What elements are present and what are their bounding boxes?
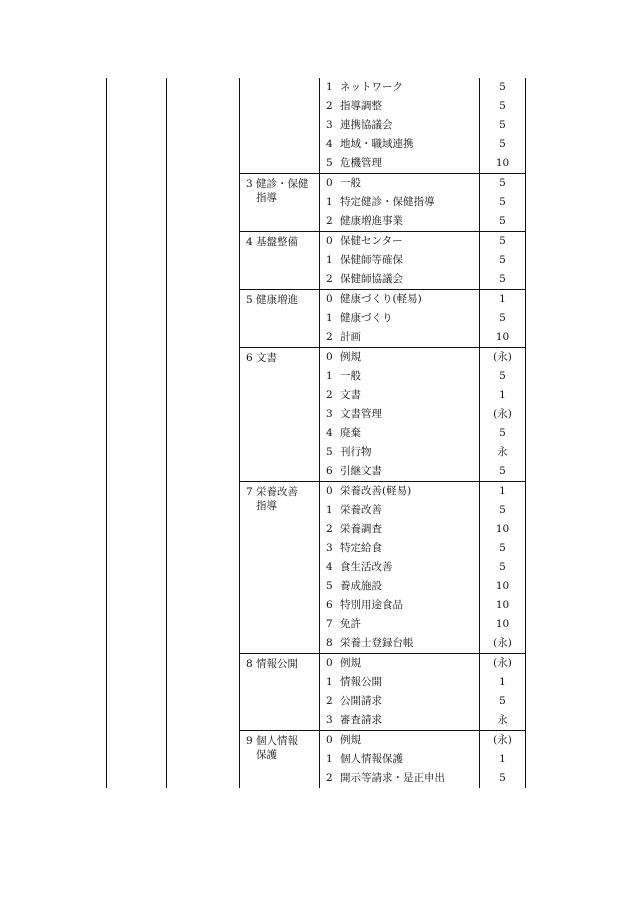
- category-cell: [240, 174, 320, 232]
- item-name: 文書: [340, 389, 361, 401]
- item-code: 6: [326, 465, 333, 477]
- retention-term: 10: [480, 577, 526, 596]
- retention-term: 1: [480, 386, 526, 405]
- item-name: 栄養調査: [340, 523, 382, 535]
- item-cell: [320, 769, 480, 788]
- item-cell: [320, 212, 480, 232]
- item-name: ネットワーク: [340, 81, 403, 93]
- item-cell: [320, 367, 480, 386]
- item-cell: [320, 711, 480, 731]
- item-cell: [320, 290, 480, 310]
- retention-term: 5: [480, 251, 526, 270]
- item-name: 公開請求: [340, 695, 382, 707]
- category-name: 栄養改善: [256, 486, 299, 498]
- item-cell: [320, 78, 480, 97]
- retention-term: 5: [480, 78, 526, 97]
- item-cell: [320, 424, 480, 443]
- category-label: [246, 654, 319, 671]
- retention-term: 5: [480, 232, 526, 252]
- retention-schedule-table: [106, 78, 526, 788]
- item-name: 開示等請求・是正申出: [340, 772, 445, 784]
- item-name: 審査請求: [340, 714, 382, 726]
- category-number: 9: [246, 735, 253, 747]
- item-cell: [320, 692, 480, 711]
- item-name: 例規: [340, 734, 361, 746]
- retention-term: (永): [480, 634, 526, 654]
- retention-term: (永): [480, 654, 526, 674]
- item-cell: [320, 443, 480, 462]
- item-name: 計画: [340, 331, 361, 343]
- item-code: 1: [326, 81, 333, 93]
- retention-term: 5: [480, 135, 526, 154]
- item-name: 養成施設: [340, 580, 382, 592]
- category-number: 6: [246, 352, 253, 364]
- category-cell-continued: [240, 78, 320, 174]
- item-name: 情報公開: [340, 676, 382, 688]
- item-cell: [320, 97, 480, 116]
- item-name: 保健師協議会: [340, 273, 403, 285]
- category-label: [246, 348, 319, 365]
- item-name: 健康づくり(軽易): [340, 293, 422, 305]
- item-code: 1: [326, 254, 333, 266]
- item-cell: [320, 482, 480, 502]
- retention-term: 5: [480, 424, 526, 443]
- item-code: 5: [326, 446, 333, 458]
- table-row: [107, 78, 526, 97]
- item-code: 2: [326, 695, 333, 707]
- item-cell: [320, 577, 480, 596]
- item-code: 4: [326, 427, 333, 439]
- blank-column: [107, 78, 167, 788]
- retention-term: 10: [480, 615, 526, 634]
- retention-term: 5: [480, 97, 526, 116]
- retention-term: (永): [480, 731, 526, 751]
- item-cell: [320, 270, 480, 290]
- item-cell: [320, 309, 480, 328]
- item-name: 指導調整: [340, 100, 382, 112]
- retention-term: 永: [480, 443, 526, 462]
- item-name: 食生活改善: [340, 561, 393, 573]
- item-cell: [320, 154, 480, 174]
- item-code: 0: [326, 177, 333, 189]
- category-label: [246, 482, 319, 499]
- item-name: 栄養改善(軽易): [340, 485, 412, 497]
- item-cell: [320, 348, 480, 368]
- item-cell: [320, 654, 480, 674]
- item-name: 連携協議会: [340, 119, 393, 131]
- item-code: 8: [326, 637, 333, 649]
- category-name: 基盤整備: [256, 236, 299, 248]
- item-name: 地域・職域連携: [340, 138, 414, 150]
- category-label: [246, 290, 319, 307]
- category-name: 個人情報: [256, 735, 299, 747]
- item-code: 7: [326, 618, 333, 630]
- category-cell: [240, 348, 320, 482]
- item-cell: [320, 193, 480, 212]
- item-cell: [320, 596, 480, 615]
- retention-term: 5: [480, 309, 526, 328]
- category-cell: [240, 290, 320, 348]
- item-code: 1: [326, 504, 333, 516]
- category-number: 4: [246, 236, 253, 248]
- category-number: 3: [246, 178, 253, 190]
- item-name: 一般: [340, 370, 361, 382]
- item-name: 保健師等確保: [340, 254, 403, 266]
- blank-column: [167, 78, 240, 788]
- item-code: 2: [326, 523, 333, 535]
- item-cell: [320, 558, 480, 577]
- item-name: 特別用途食品: [340, 599, 403, 611]
- item-cell: [320, 615, 480, 634]
- category-cell: [240, 232, 320, 290]
- category-label-line2: 指導: [256, 192, 277, 204]
- item-cell: [320, 251, 480, 270]
- item-name: 危機管理: [340, 157, 382, 169]
- item-name: 廃棄: [340, 427, 361, 439]
- item-cell: [320, 116, 480, 135]
- category-number: 5: [246, 294, 253, 306]
- item-cell: [320, 673, 480, 692]
- category-name: 情報公開: [256, 658, 299, 670]
- item-code: 2: [326, 273, 333, 285]
- item-code: 3: [326, 714, 333, 726]
- retention-term: 5: [480, 174, 526, 194]
- item-code: 1: [326, 196, 333, 208]
- retention-term: 1: [480, 673, 526, 692]
- item-name: 健康増進事業: [340, 215, 403, 227]
- category-cell: [240, 731, 320, 789]
- item-code: 0: [326, 293, 333, 305]
- item-cell: [320, 135, 480, 154]
- item-code: 2: [326, 389, 333, 401]
- category-label: [246, 174, 319, 191]
- item-code: 6: [326, 599, 333, 611]
- retention-term: 5: [480, 367, 526, 386]
- category-number: 7: [246, 486, 253, 498]
- item-code: 2: [326, 772, 333, 784]
- retention-term: 10: [480, 596, 526, 615]
- retention-term: 1: [480, 290, 526, 310]
- item-name: 例規: [340, 351, 361, 363]
- retention-term: 10: [480, 328, 526, 348]
- item-name: 栄養士登録台帳: [340, 637, 414, 649]
- item-name: 刊行物: [340, 446, 372, 458]
- item-name: 文書管理: [340, 408, 382, 420]
- item-cell: [320, 462, 480, 482]
- item-cell: [320, 539, 480, 558]
- item-code: 1: [326, 312, 333, 324]
- item-code: 2: [326, 215, 333, 227]
- item-cell: [320, 501, 480, 520]
- item-code: 3: [326, 408, 333, 420]
- item-code: 0: [326, 485, 333, 497]
- item-code: 1: [326, 370, 333, 382]
- retention-term: 永: [480, 711, 526, 731]
- retention-term: 5: [480, 539, 526, 558]
- item-code: 0: [326, 351, 333, 363]
- item-cell: [320, 405, 480, 424]
- category-label: [246, 232, 319, 249]
- retention-term: 5: [480, 501, 526, 520]
- category-name: 健診・保健: [256, 178, 309, 190]
- item-code: 5: [326, 157, 333, 169]
- retention-term: 5: [480, 558, 526, 577]
- category-name: 健康増進: [256, 294, 299, 306]
- retention-term: 5: [480, 270, 526, 290]
- item-code: 3: [326, 542, 333, 554]
- retention-term: 10: [480, 154, 526, 174]
- item-code: 4: [326, 561, 333, 573]
- category-name: 文書: [256, 352, 278, 364]
- item-cell: [320, 520, 480, 539]
- item-code: 0: [326, 734, 333, 746]
- category-number: 8: [246, 658, 253, 670]
- retention-term: 1: [480, 750, 526, 769]
- retention-term: 5: [480, 462, 526, 482]
- item-cell: [320, 750, 480, 769]
- item-cell: [320, 328, 480, 348]
- item-name: 引継文書: [340, 465, 382, 477]
- item-code: 3: [326, 119, 333, 131]
- item-cell: [320, 634, 480, 654]
- item-name: 栄養改善: [340, 504, 382, 516]
- item-cell: [320, 174, 480, 194]
- category-label-line2: 保護: [256, 749, 277, 761]
- item-code: 0: [326, 657, 333, 669]
- table-body: [107, 78, 526, 788]
- retention-term: 10: [480, 520, 526, 539]
- category-cell: [240, 482, 320, 654]
- item-cell: [320, 731, 480, 751]
- item-name: 個人情報保護: [340, 753, 403, 765]
- retention-term: (永): [480, 405, 526, 424]
- retention-term: 5: [480, 116, 526, 135]
- item-code: 4: [326, 138, 333, 150]
- item-name: 健康づくり: [340, 312, 393, 324]
- item-cell: [320, 386, 480, 405]
- retention-term: (永): [480, 348, 526, 368]
- item-code: 2: [326, 100, 333, 112]
- item-name: 特定給食: [340, 542, 382, 554]
- item-code: 1: [326, 676, 333, 688]
- retention-term: 5: [480, 692, 526, 711]
- category-cell: [240, 654, 320, 731]
- retention-term: 5: [480, 193, 526, 212]
- item-name: 保健センター: [340, 235, 403, 247]
- category-label-line2: 指導: [256, 500, 277, 512]
- item-code: 2: [326, 331, 333, 343]
- retention-term: 5: [480, 769, 526, 788]
- item-code: 1: [326, 753, 333, 765]
- item-cell: [320, 232, 480, 252]
- item-name: 免許: [340, 618, 361, 630]
- item-code: 5: [326, 580, 333, 592]
- item-name: 例規: [340, 657, 361, 669]
- retention-term: 1: [480, 482, 526, 502]
- category-label: [246, 731, 319, 748]
- item-code: 0: [326, 235, 333, 247]
- retention-term: 5: [480, 212, 526, 232]
- item-name: 特定健診・保健指導: [340, 196, 435, 208]
- item-name: 一般: [340, 177, 361, 189]
